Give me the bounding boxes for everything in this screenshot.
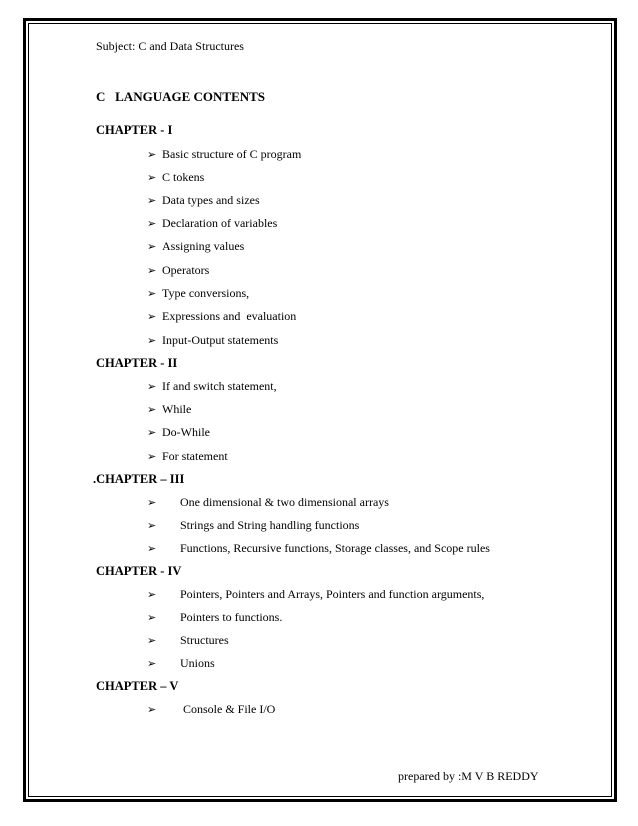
list-item: ➢ For statement bbox=[147, 449, 228, 463]
arrow-bullet-icon: ➢ bbox=[147, 380, 157, 393]
arrow-bullet-icon: ➢ bbox=[147, 148, 157, 161]
list-item: ➢ Data types and sizes bbox=[147, 193, 260, 207]
prepared-by-footer: prepared by :M V B REDDY bbox=[398, 769, 539, 783]
arrow-bullet-icon: ➢ bbox=[147, 171, 157, 184]
arrow-bullet-icon: ➢ bbox=[147, 703, 157, 716]
chapter-2-title: CHAPTER - II bbox=[96, 356, 178, 370]
list-item: ➢ C tokens bbox=[147, 170, 205, 184]
subject-header: Subject: C and Data Structures bbox=[96, 39, 244, 53]
arrow-bullet-icon: ➢ bbox=[147, 542, 157, 555]
list-item: ➢ Declaration of variables bbox=[147, 216, 278, 230]
list-item: ➢ Functions, Recursive functions, Storage classes, and Scope rules bbox=[147, 541, 490, 555]
list-item: ➢ Pointers to functions. bbox=[147, 610, 283, 624]
chapter-3-title: .CHAPTER – III bbox=[93, 472, 185, 486]
list-item: ➢ Expressions and evaluation bbox=[147, 309, 297, 323]
arrow-bullet-icon: ➢ bbox=[147, 264, 157, 277]
list-item: ➢ Console & File I/O bbox=[147, 702, 276, 716]
arrow-bullet-icon: ➢ bbox=[147, 496, 157, 509]
arrow-bullet-icon: ➢ bbox=[147, 334, 157, 347]
list-item: ➢ Unions bbox=[147, 656, 215, 670]
list-item: ➢ While bbox=[147, 402, 192, 416]
contents-title: C LANGUAGE CONTENTS bbox=[96, 89, 266, 104]
chapter-1-title: CHAPTER - I bbox=[96, 123, 173, 137]
list-item: ➢ Operators bbox=[147, 263, 210, 277]
arrow-bullet-icon: ➢ bbox=[147, 519, 157, 532]
arrow-bullet-icon: ➢ bbox=[147, 426, 157, 439]
list-item: ➢ Input-Output statements bbox=[147, 333, 279, 347]
arrow-bullet-icon: ➢ bbox=[147, 240, 157, 253]
list-item: ➢ Do-While bbox=[147, 425, 210, 439]
list-item: ➢ One dimensional & two dimensional arrays bbox=[147, 495, 389, 509]
list-item: ➢ Structures bbox=[147, 633, 229, 647]
chapter-5-title: CHAPTER – V bbox=[96, 679, 179, 693]
list-item: ➢ Basic structure of C program bbox=[147, 147, 302, 161]
arrow-bullet-icon: ➢ bbox=[147, 634, 157, 647]
arrow-bullet-icon: ➢ bbox=[147, 611, 157, 624]
list-item: ➢ Strings and String handling functions bbox=[147, 518, 360, 532]
arrow-bullet-icon: ➢ bbox=[147, 287, 157, 300]
arrow-bullet-icon: ➢ bbox=[147, 403, 157, 416]
list-item: ➢ Type conversions, bbox=[147, 286, 250, 300]
arrow-bullet-icon: ➢ bbox=[147, 588, 157, 601]
list-item: ➢ Pointers, Pointers and Arrays, Pointers and function arguments, bbox=[147, 587, 485, 601]
arrow-bullet-icon: ➢ bbox=[147, 310, 157, 323]
arrow-bullet-icon: ➢ bbox=[147, 657, 157, 670]
arrow-bullet-icon: ➢ bbox=[147, 217, 157, 230]
list-item: ➢ Assigning values bbox=[147, 239, 245, 253]
arrow-bullet-icon: ➢ bbox=[147, 450, 157, 463]
chapter-4-title: CHAPTER - IV bbox=[96, 564, 182, 578]
list-item: ➢ If and switch statement, bbox=[147, 379, 277, 393]
arrow-bullet-icon: ➢ bbox=[147, 194, 157, 207]
